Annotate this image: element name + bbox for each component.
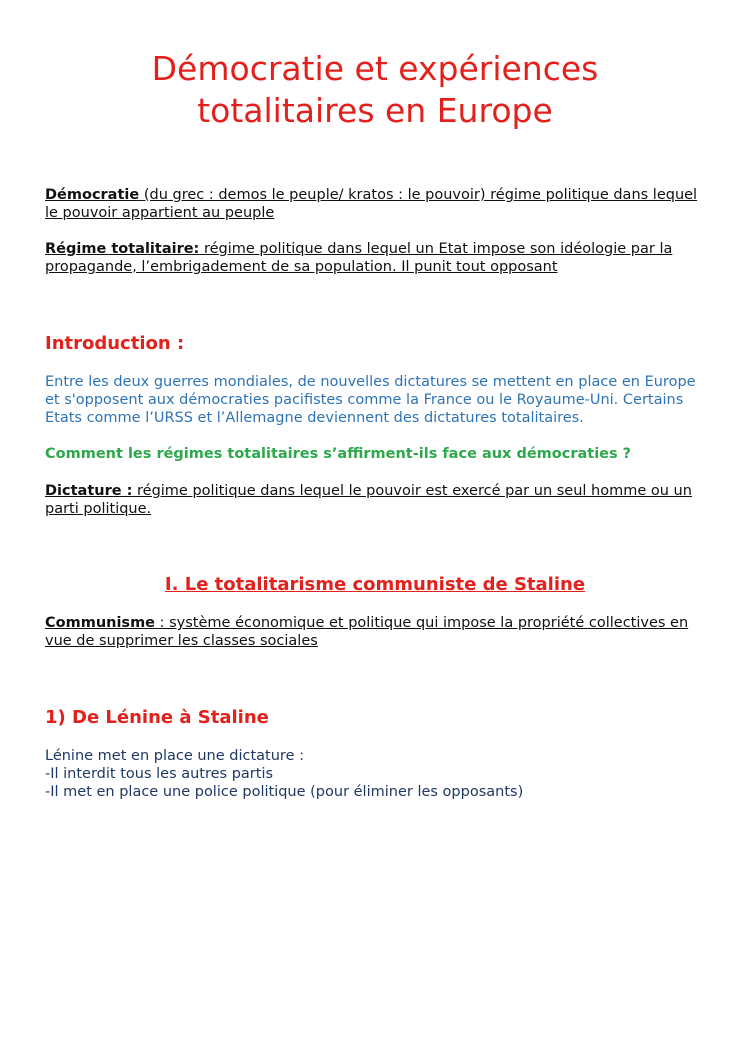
definition-text: (du grec : demos le peuple/ kratos : le pouvoir) régime politique dans lequel le pouvoir appartient au peuple: [45, 187, 698, 221]
section-title: I. Le totalitarisme communiste de Staline: [164, 574, 586, 595]
definition-dictature: [45, 482, 705, 518]
definition-communisme: [45, 614, 705, 650]
definition-term: Dictature :: [45, 483, 133, 499]
definition-text: : système économique et politique qui impose la propriété collectives en vue de supprimer les classes sociales: [45, 615, 689, 649]
definition-text: régime politique dans lequel un Etat impose son idéologie par la propagande, l’embrigadement de sa population. Il punit tout opposant: [45, 241, 673, 275]
content-line: -Il met en place une police politique (pour éliminer les opposants): [45, 784, 524, 800]
content-line: -Il interdit tous les autres partis: [45, 766, 274, 782]
subsection-content: [45, 747, 705, 801]
content-line: Lénine met en place une dictature :: [45, 748, 304, 764]
introduction-heading: Introduction :: [45, 333, 185, 354]
introduction-paragraph: Entre les deux guerres mondiales, de nouvelles dictatures se mettent en place en Europe et s'opposent aux démocraties pacifistes comme la France ou le Royaume-Uni. Certains Etats comme l’URSS et l’Allemagne deviennent des dictatures totalitaires.: [45, 374, 696, 426]
definition-democratie: [45, 186, 705, 222]
definition-term: Régime totalitaire:: [45, 241, 200, 257]
problematique-question: Comment les régimes totalitaires s’affirment-ils face aux démocraties ?: [45, 446, 632, 462]
definition-regime-totalitaire: [45, 240, 705, 276]
definition-term: Communisme: [45, 615, 156, 631]
document-title: [40, 48, 710, 132]
definition-text: régime politique dans lequel le pouvoir est exercé par un seul homme ou un parti politique.: [45, 483, 692, 517]
title-line-1: Démocratie et expériences: [151, 49, 599, 88]
subsection-heading: 1) De Lénine à Staline: [45, 707, 269, 728]
definition-term: Démocratie: [45, 187, 140, 203]
title-line-2: totalitaires en Europe: [197, 91, 553, 130]
